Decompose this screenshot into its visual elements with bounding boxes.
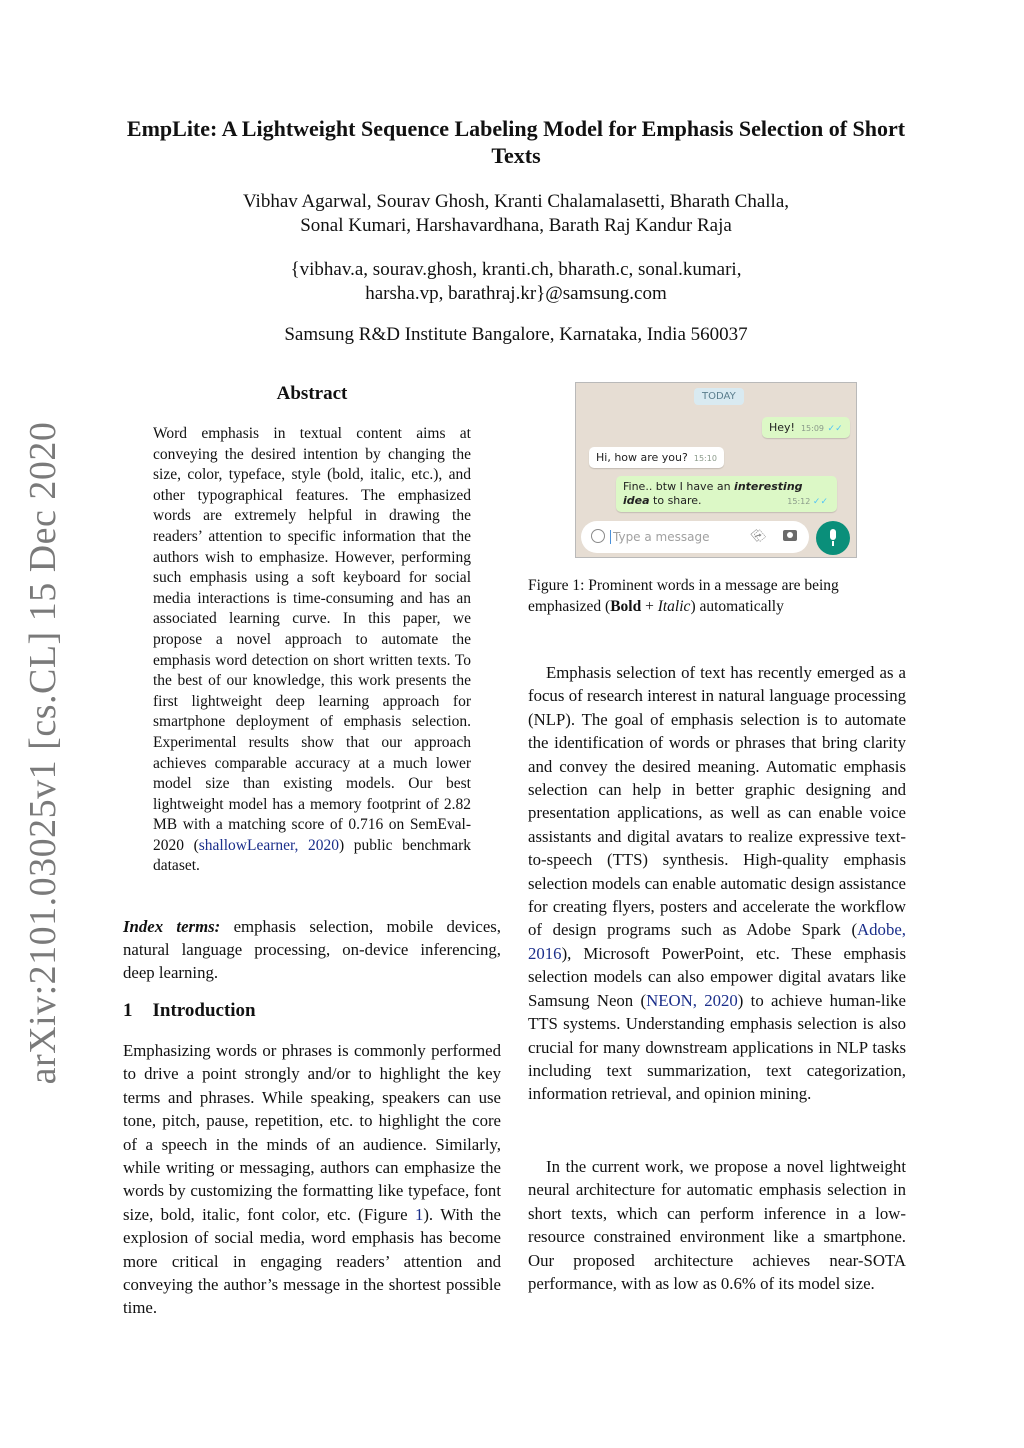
- abstract-heading: Abstract: [276, 383, 348, 404]
- arxiv-sidebar: [18, 421, 68, 1085]
- figure-caption: Figure 1: Prominent words in a message are being emphasized (Bold + Italic) automatically: [528, 577, 839, 615]
- read-ticks-icon: ✓✓: [827, 424, 843, 434]
- affiliation: Samsung R&D Institute Bangalore, Karnataka, India 560037: [284, 324, 748, 345]
- intro-text: Emphasizing words or phrases is commonly performed to drive a point strongly and/or to highlight the key terms and phrases. While speaking, speakers can use tone, pitch, pause, repetition, etc. to highlight the core of a speech in the minds of an audience. Similarly, while writing or messaging, authors can emphasize the words by customizing the formatting like typeface, font size, bold, italic, font color, etc. (Figure: [123, 1041, 501, 1224]
- index-terms-label: Index terms:: [123, 917, 221, 936]
- section-title: Introduction: [152, 1000, 256, 1021]
- message-text: Fine.. btw I have an: [623, 480, 735, 493]
- message-bubble-sent-emphasis: [616, 476, 837, 512]
- abstract-body: [153, 424, 471, 877]
- index-terms-text: emphasis selection, mobile devices, natural language processing, on-device inferencing, deep learning.: [123, 917, 501, 983]
- message-time: 15:09: [800, 424, 825, 433]
- message-input-bar[interactable]: [581, 521, 809, 553]
- section-number: 1: [123, 1000, 133, 1021]
- figure-reference[interactable]: 1: [414, 1204, 424, 1224]
- intro-text-end: ). With the explosion of social media, word emphasis has become more critical in engaging readers’ attention and conveying the author’s message in the shortest possible time.: [123, 1204, 501, 1318]
- citation-year: 2020: [308, 836, 340, 854]
- emoji-icon[interactable]: [591, 529, 605, 543]
- microphone-icon[interactable]: [816, 521, 850, 555]
- message-text: Hey!: [769, 421, 795, 434]
- message-text: Hi, how are you?: [596, 451, 688, 464]
- message-text-end: to share.: [649, 494, 702, 507]
- citation-adobe[interactable]: Adobe, 2016: [528, 920, 906, 963]
- citation-separator: ,: [294, 836, 309, 854]
- section-heading: [123, 1000, 501, 1022]
- camera-icon[interactable]: [783, 530, 797, 541]
- abstract-text: Word emphasis in textual content aims at conveying the desired intention by changing the size, color, typeface, style (bold, italic, etc.), and other typographical features. The emphasized words are extremely helpful in drawing the readers’ attention to specific information that the authors wish to emphasize. However, performing such emphasis using a soft keyboard for social media interactions is time-consuming and has an associated learning curve. In this paper, we propose a novel approach to automate the emphasis word detection on short written texts. To the best of our knowledge, this work presents the first lightweight deep learning approach for smartphone deployment of emphasis selection. Experimental results show that our approach achieves comparable accuracy at a much lower model size than existing models. Our best lightweight model has a memory footprint of 2.82 MB with a matching score of 0.716 on SemEval-2020 (: [153, 425, 471, 854]
- date-separator: TODAY: [694, 388, 744, 405]
- figure-chat-screenshot: [575, 382, 857, 558]
- message-time: 15:10: [693, 454, 717, 463]
- author-emails: [100, 258, 932, 306]
- index-terms: [123, 915, 501, 985]
- attach-icon[interactable]: ⎘: [749, 526, 769, 546]
- authors-line-2: Sonal Kumari, Harshavardhana, Barath Raj Kandur Raja: [300, 215, 732, 236]
- authors-line-1: Vibhav Agarwal, Sourav Ghosh, Kranti Chalamalasetti, Bharath Challa,: [242, 191, 790, 212]
- message-input-placeholder[interactable]: Type a message: [613, 530, 710, 544]
- intro-paragraph: [123, 1039, 501, 1320]
- citation-neon[interactable]: NEON, 2020: [646, 990, 738, 1010]
- right-paragraph-2: In the current work, we propose a novel lightweight neural architecture for automatic emphasis selection in short texts, which can perform inference in a low-resource constrained environment like a smartphone. Our proposed architecture achieves near-SOTA performance, with as low as 0.6% of its model size.: [528, 1157, 906, 1294]
- caption-italic: Italic: [657, 597, 691, 615]
- message-bubble-sent: [762, 417, 850, 438]
- author-list: [100, 190, 932, 238]
- emphasized-words: interesting idea: [623, 480, 803, 507]
- abstract-text-end: ) public benchmark dataset.: [153, 836, 471, 875]
- right-paragraph-1: Emphasis selection of text has recently emerged as a focus of research interest in natural language processing (NLP). The goal of emphasis selection is to automate the identification of words or phrases that bring clarity and convey the desired meaning. Automatic emphasis selection can help in better graphic designing and presentation applications, as well as can enable voice assistants and digital avatars to realize expressive text-to-speech (TTS) synthesis. High-quality emphasis selection models can enable automatic design assistance for creating flyers, posters and accelerate the workflow of design programs such as Adobe Spark (Adobe, 2016), Microsoft PowerPoint, etc. These emphasis selection models can also empower digital avatars like Samsung Neon (NEON, 2020) to achieve human-like TTS systems. Understanding emphasis selection is also crucial for many downstream applications in NLP tasks including text summarization, text categorization, information retrieval, and opinion mining.: [528, 663, 907, 1104]
- read-ticks-icon: ✓✓: [812, 497, 828, 507]
- paper-title: EmpLite: A Lightweight Sequence Labeling Model for Emphasis Selection of Short Texts: [126, 116, 906, 168]
- caption-bold: Bold: [610, 597, 642, 615]
- message-time: 15:12 ✓✓: [787, 497, 828, 507]
- emails-line-1: {vibhav.a, sourav.ghosh, kranti.ch, bharath.c, sonal.kumari,: [290, 259, 742, 280]
- arxiv-identifier: arXiv:2101.03025v1 [cs.CL] 15 Dec 2020: [22, 421, 64, 1085]
- citation-shallowlearner[interactable]: [199, 837, 339, 854]
- emails-line-2: harsha.vp, barathraj.kr}@samsung.com: [365, 283, 667, 304]
- citation-name: shallowLearner: [198, 836, 295, 854]
- message-bubble-received: [589, 447, 724, 468]
